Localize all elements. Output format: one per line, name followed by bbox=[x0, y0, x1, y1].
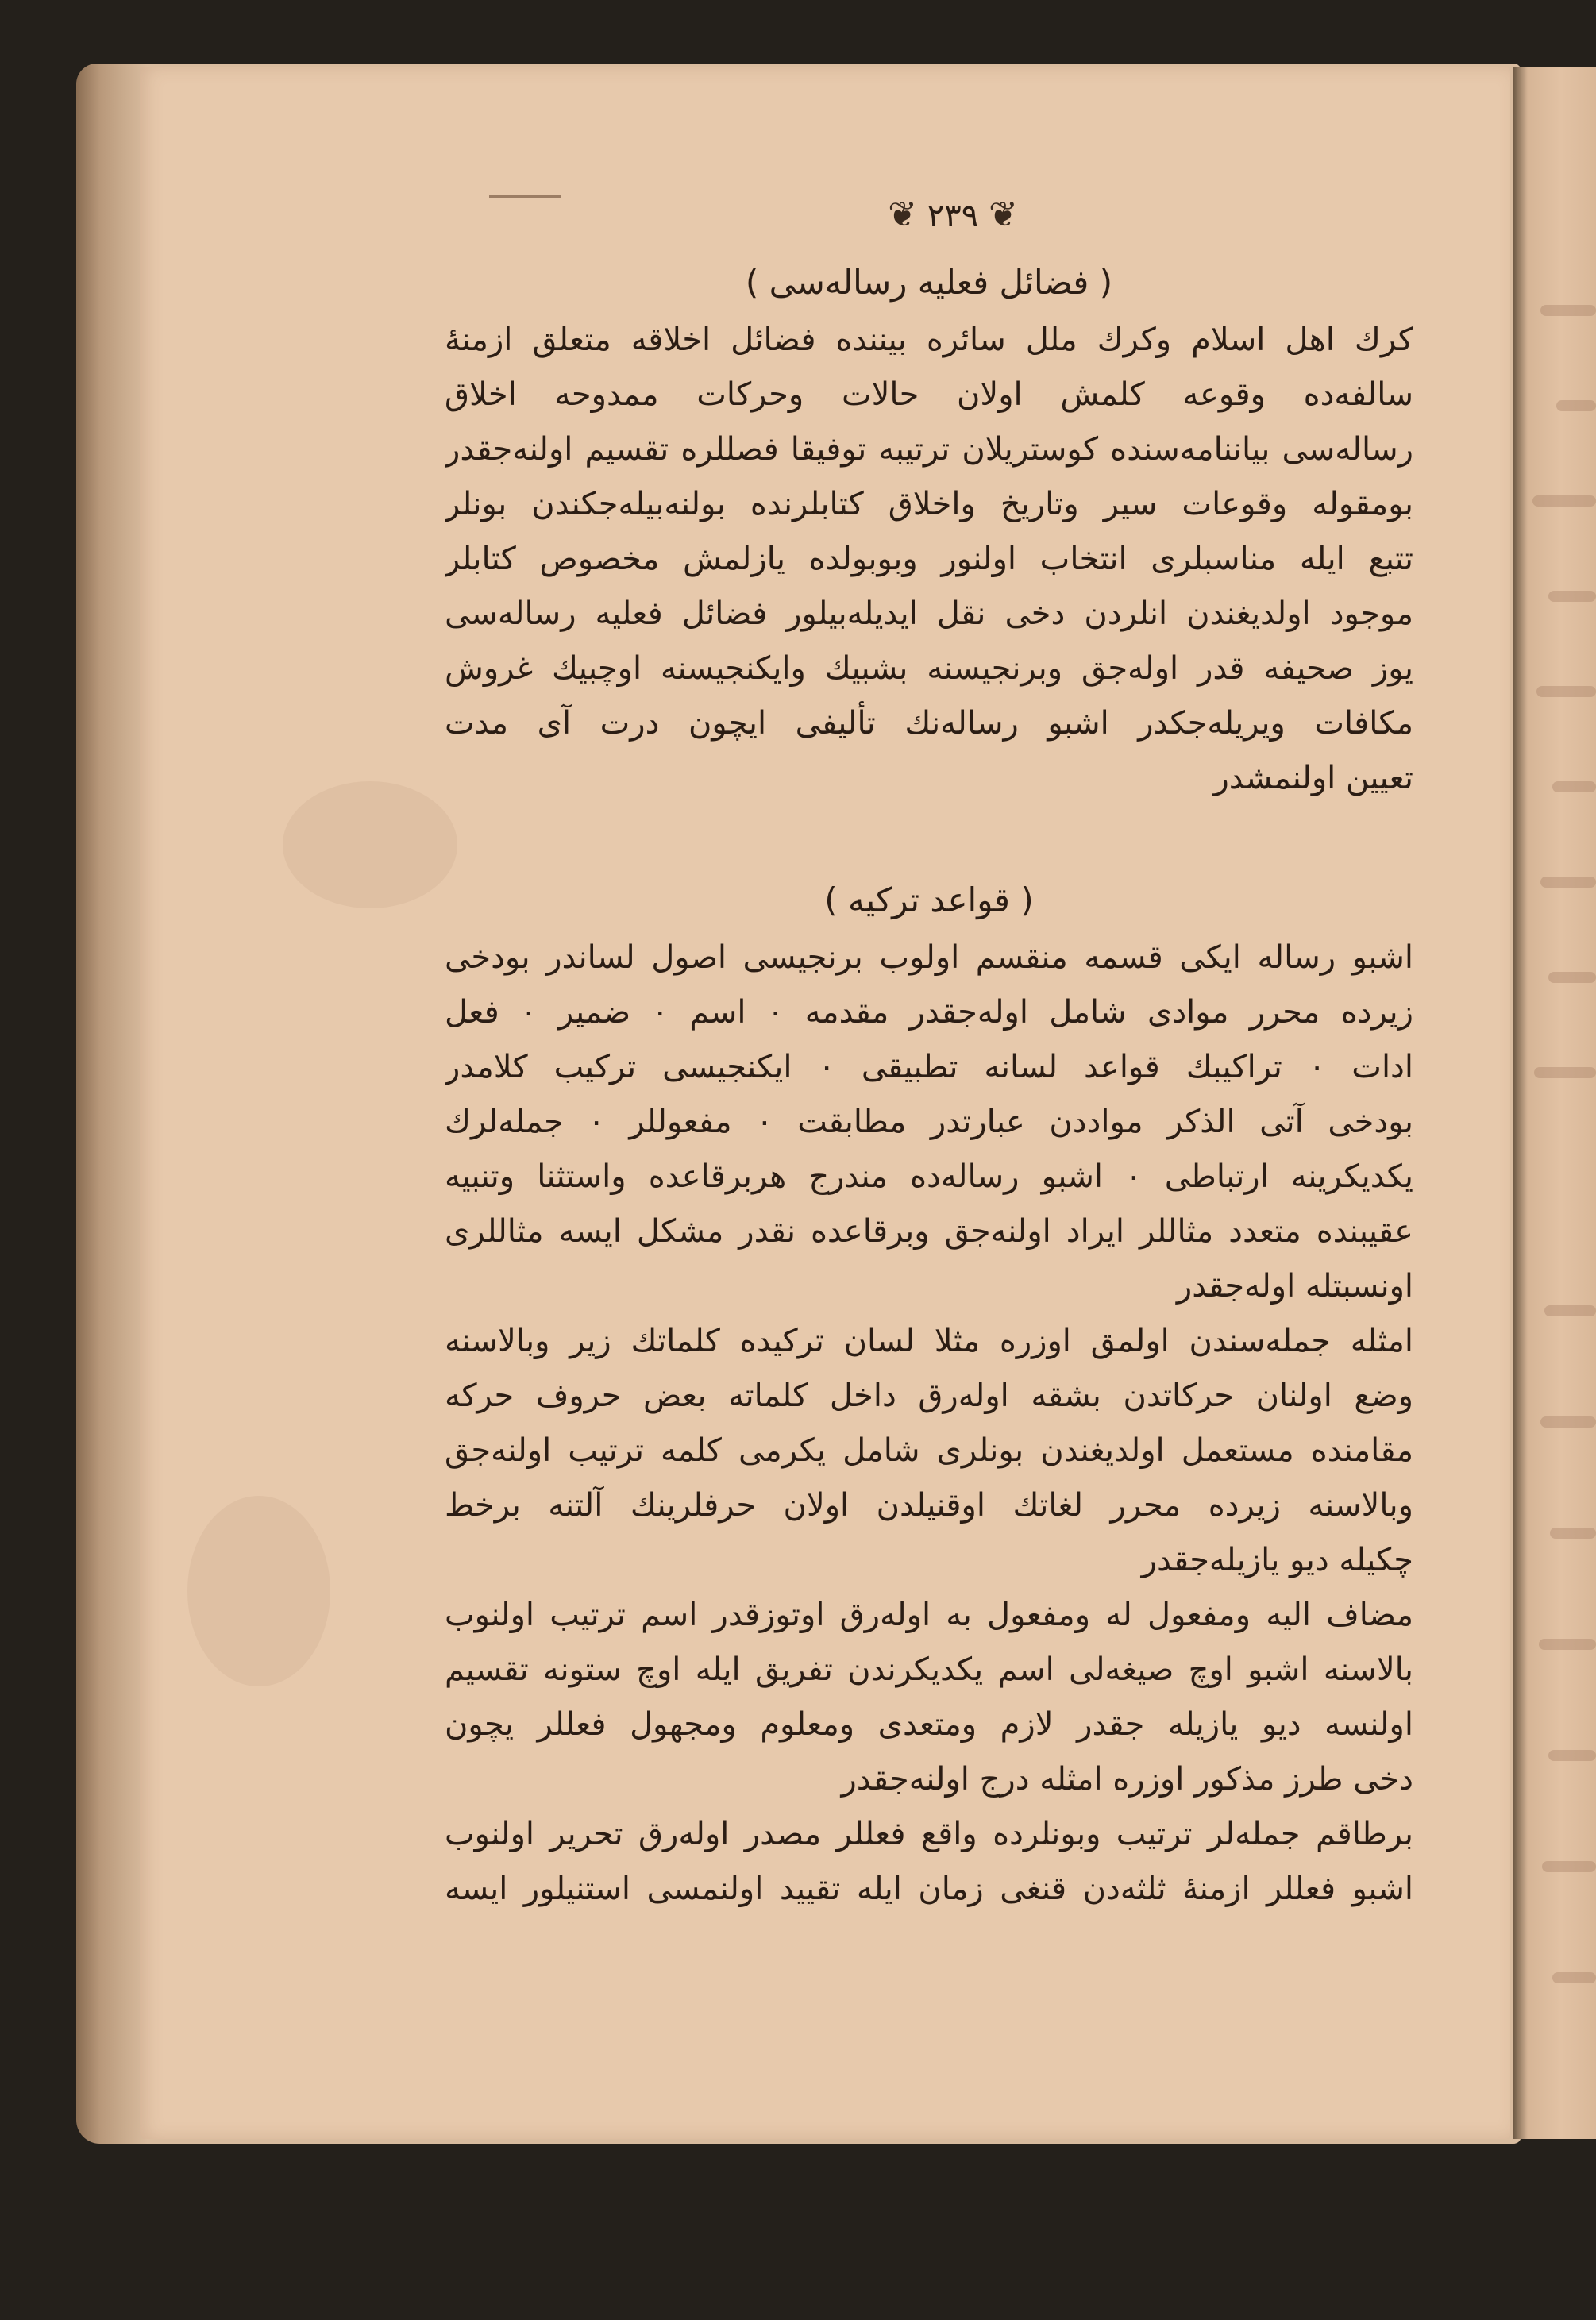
text-line: وضع اولنان حركاتدن بشقه اوله‌رق داخل كلماته بعض حروف حركه bbox=[445, 1378, 1413, 1414]
text-line: چكيله ديو يازيله‌جقدر bbox=[1141, 1542, 1413, 1578]
ornament-right-icon: ❦ bbox=[988, 195, 1018, 235]
adjacent-page bbox=[1513, 67, 1596, 2139]
section-kavaid-turkiye bbox=[445, 870, 1413, 1917]
text-line: برطاقم جمله‌لر ترتيب وبونلرده واقع فعللر مصدر اوله‌رق تحرير اولنوب bbox=[445, 1816, 1413, 1852]
text-line: وبالاسنه زيرده محرر لغاتك اوقنيلدن اولان حرفلرينك آلتنه برخط bbox=[445, 1487, 1413, 1524]
header-rule bbox=[489, 195, 561, 198]
text-line: بومقوله وقوعات سير وتاريخ واخلاق كتابلرنده بولنه‌بيله‌جكندن بونلر bbox=[445, 486, 1413, 522]
text-line: اولنسه ديو يازيله جقدر لازم ومتعدى ومعلوم ومجهول فعللر يچون bbox=[445, 1706, 1413, 1743]
text-line: دخى طرز مذكور اوزره امثله درج اولنه‌جقدر bbox=[841, 1761, 1413, 1798]
page-number-text: ٢٣٩ bbox=[927, 198, 979, 234]
section-heading: ( فضائل فعليه رساله‌سى ) bbox=[745, 263, 1113, 302]
text-line: عقيبنده متعدد مثاللر ايراد اولنه‌جق وبرقاعده نقدر مشكل ايسه مثاللرى bbox=[445, 1213, 1413, 1250]
text-line: يكديكرينه ارتباطى ٠ اشبو رساله‌ده مندرج هربرقاعده واستثنا وتنبيه bbox=[445, 1158, 1413, 1195]
text-line: اشبو فعللر ازمنهٔ ثلثه‌دن قنغى زمان ايله تقييد اولنمسى استنيلور ايسه bbox=[445, 1871, 1413, 1907]
text-line: سالفه‌ده وقوعه كلمش اولان حالات وحركات ممدوحه اخلاق bbox=[445, 376, 1413, 413]
text-line: كرك اهل اسلام وكرك ملل سائره بيننده فضائل اخلاقه متعلق ازمنهٔ bbox=[445, 322, 1413, 358]
text-line: بودخى آتى الذكر مواددن عبارتدر مطابقت ٠ مفعوللر ٠ جمله‌لرك bbox=[445, 1104, 1413, 1140]
text-line: بالاسنه اشبو اوچ صيغه‌لى اسم يكديكرندن تفريق ايله اوچ ستونه تقسيم bbox=[445, 1651, 1413, 1688]
text-line: ادات ٠ تراكيبك قواعد لسانه تطبيقى ٠ ايكنجيسى تركيب كلامدر bbox=[445, 1049, 1413, 1085]
ornament-left-icon: ❦ bbox=[888, 195, 918, 235]
text-line: زيرده محرر موادى شامل اوله‌جقدر مقدمه ٠ اسم ٠ ضمير ٠ فعل bbox=[445, 994, 1413, 1031]
section-fezail-filiye bbox=[445, 252, 1413, 806]
section-heading: ( قواعد تركيه ) bbox=[824, 881, 1034, 919]
text-line: تعيين اولنمشدر bbox=[1213, 760, 1413, 796]
text-line: اشبو رساله ايكى قسمه منقسم اولوب برنجيسى اصول لساندر بودخى bbox=[445, 939, 1413, 976]
text-line: اونسبتله اوله‌جقدر bbox=[1176, 1268, 1413, 1305]
text-line: رساله‌سى بياننامه‌سنده كوستريلان ترتيبه توفيقا فصللره تقسيم اولنه‌جقدر bbox=[445, 431, 1413, 468]
text-line: امثله جمله‌سندن اولمق اوزره مثلا لسان تركيده كلماتك زير وبالاسنه bbox=[445, 1323, 1413, 1359]
text-line: مقامنده مستعمل اولديغندن بونلرى شامل يكرمى كلمه ترتيب اولنه‌جق bbox=[445, 1432, 1413, 1469]
page-number bbox=[873, 195, 1032, 235]
text-line: موجود اولديغندن انلردن دخى نقل ايديله‌بيلور فضائل فعليه رساله‌سى bbox=[445, 595, 1413, 632]
text-line: مضاف اليه ومفعول له ومفعول به اوله‌رق اوتوزقدر اسم ترتيب اولنوب bbox=[445, 1597, 1413, 1633]
text-line: تتبع ايله مناسبلرى انتخاب اولنور وبوبولده يازلمش مخصوص كتابلر bbox=[445, 541, 1413, 577]
text-line: يوز صحيفه قدر اوله‌جق وبرنجيسنه بشبيك وايكنجيسنه اوچبيك غروش bbox=[445, 650, 1413, 687]
text-line: مكافات ويريله‌جكدر اشبو رساله‌نك تأليفى ايچون درت آى مدت bbox=[445, 705, 1413, 742]
